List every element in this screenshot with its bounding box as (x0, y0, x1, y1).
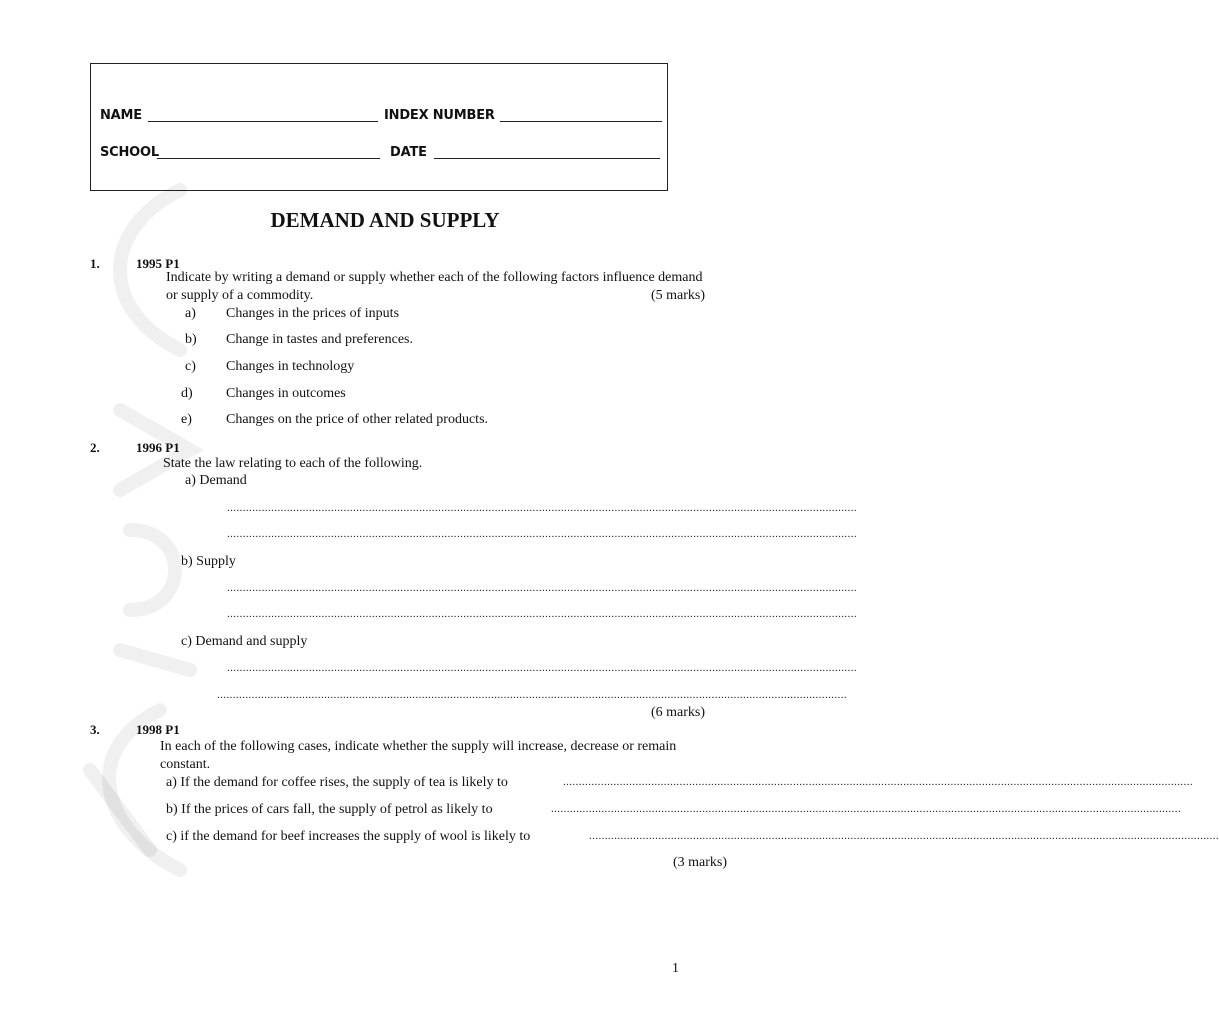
q3-text-line2: constant. (160, 757, 211, 772)
answer-line[interactable]: ........................................................................................................................................................................................................ (227, 608, 857, 620)
page-title: DEMAND AND SUPPLY (270, 208, 500, 232)
q1-item-text: Change in tastes and preferences. (226, 332, 413, 347)
answer-line[interactable]: ........................................................................................................................................................................................................ (563, 776, 1193, 788)
q3-part-c: c) if the demand for beef increases the supply of wool is likely to (166, 829, 531, 844)
q1-item-text: Changes in outcomes (226, 386, 346, 401)
q1-number: 1. (90, 256, 100, 271)
q3-part-a: a) If the demand for coffee rises, the supply of tea is likely to (166, 775, 508, 790)
answer-line[interactable]: ........................................................................................................................................................................................................ (227, 502, 857, 514)
q1-text-line2: or supply of a commodity. (166, 288, 314, 303)
q1-item-text: Changes on the price of other related products. (226, 412, 489, 427)
answer-line[interactable]: ........................................................................................................................................................................................................ (227, 528, 857, 540)
q2-number: 2. (90, 440, 100, 455)
q2-part-c: c) Demand and supply (181, 634, 308, 649)
q2-intro: State the law relating to each of the following. (163, 456, 423, 471)
q3-year: 1998 P1 (136, 722, 180, 737)
q3-number: 3. (90, 722, 100, 737)
school-field[interactable] (157, 158, 380, 159)
answer-line[interactable]: ........................................................................................................................................................................................................ (551, 803, 1181, 815)
q2-year: 1996 P1 (136, 440, 180, 455)
student-info-box (90, 63, 668, 191)
q1-item-letter: d) (181, 386, 193, 401)
q1-item-letter: b) (185, 332, 197, 347)
q3-part-b: b) If the prices of cars fall, the supply of petrol as likely to (166, 802, 493, 817)
index-number-field[interactable] (500, 121, 662, 122)
q1-item-letter: e) (181, 412, 192, 427)
answer-line[interactable]: ........................................................................................................................................................................................................ (227, 662, 857, 674)
name-field[interactable] (148, 121, 378, 122)
answer-line[interactable]: ........................................................................................................................................................................................................ (217, 689, 847, 701)
answer-line[interactable]: ........................................................................................................................................................................................................ (589, 830, 1219, 842)
q3-text-line1: In each of the following cases, indicate whether the supply will increase, decrease or remain (160, 739, 677, 754)
q1-item-text: Changes in technology (226, 359, 355, 374)
q1-marks: (5 marks) (651, 288, 706, 303)
date-field[interactable] (434, 158, 660, 159)
q1-item-letter: c) (185, 359, 196, 374)
q1-text-line1: Indicate by writing a demand or supply whether each of the following factors influence demand (166, 270, 703, 285)
q2-part-b: b) Supply (181, 554, 236, 569)
q1-item-text: Changes in the prices of inputs (226, 306, 400, 321)
name-label: NAME (100, 108, 142, 123)
school-label: SCHOOL (100, 145, 159, 160)
answer-line[interactable]: ........................................................................................................................................................................................................ (227, 582, 857, 594)
q3-marks: (3 marks) (673, 855, 728, 870)
q1-year: 1995 P1 (136, 256, 180, 271)
page-number: 1 (672, 961, 679, 976)
q2-marks: (6 marks) (651, 705, 706, 720)
q1-item-letter: a) (185, 306, 196, 321)
q2-part-a: a) Demand (185, 473, 247, 488)
index-number-label: INDEX NUMBER (384, 108, 495, 123)
date-label: DATE (390, 145, 427, 160)
